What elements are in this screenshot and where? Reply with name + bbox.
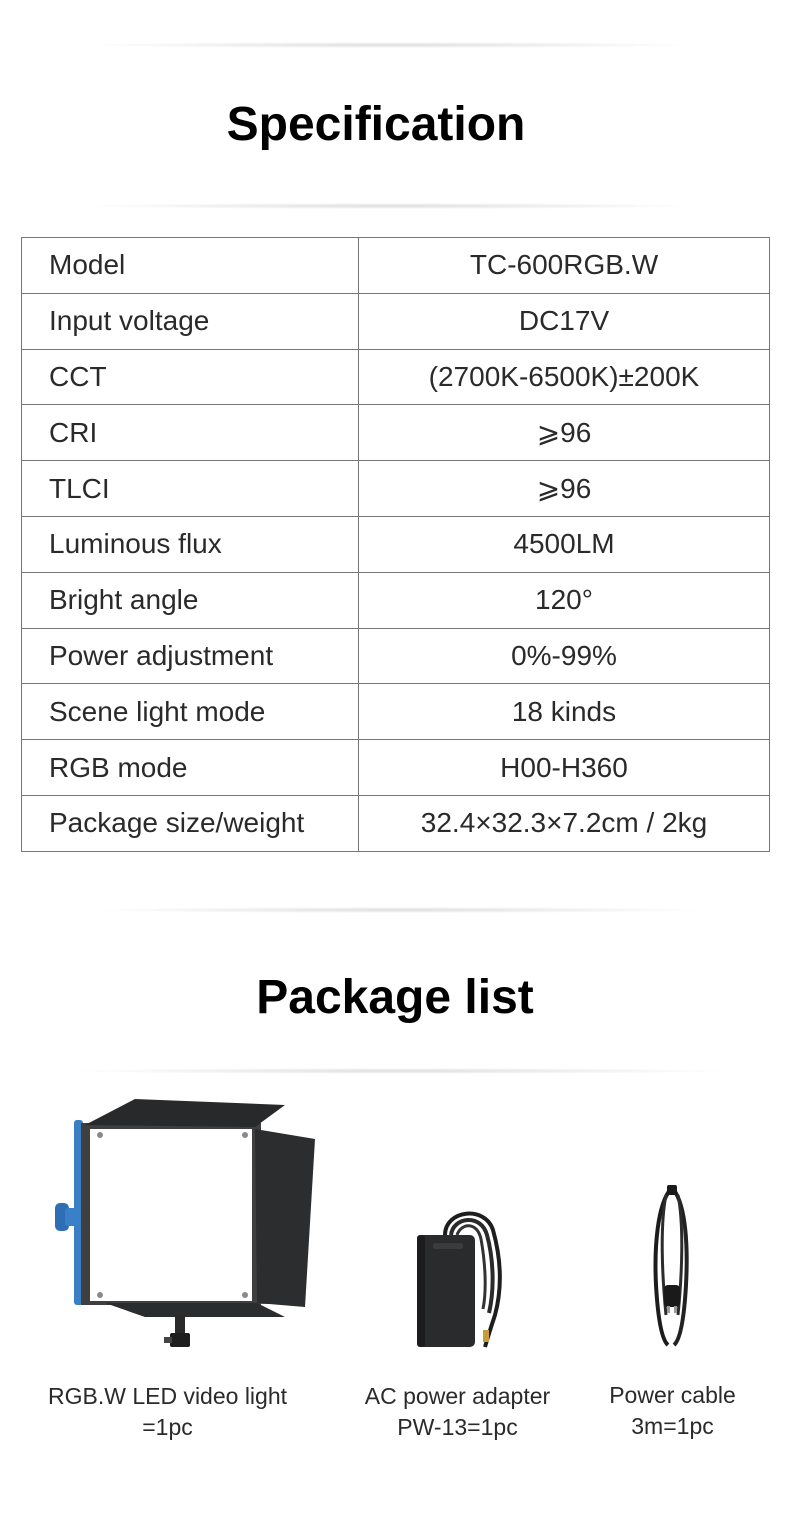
table-row	[22, 684, 770, 740]
package-divider	[75, 1068, 725, 1074]
power-cable-image	[640, 1185, 705, 1350]
spec-label: Input voltage	[22, 293, 359, 349]
spec-value: ⩾96	[359, 461, 770, 517]
package-item-caption	[345, 1381, 570, 1443]
package-item-name: AC power adapter	[364, 1383, 551, 1409]
led-video-light-image	[45, 1095, 325, 1350]
spec-label: CRI	[22, 405, 359, 461]
package-item-quantity: PW-13=1pc	[397, 1414, 518, 1440]
spec-value: 120°	[359, 572, 770, 628]
package-top-divider	[100, 907, 700, 913]
spec-label: Bright angle	[22, 572, 359, 628]
table-row	[22, 238, 770, 294]
spec-value: 4500LM	[359, 516, 770, 572]
spec-label: RGB mode	[22, 740, 359, 796]
table-row	[22, 349, 770, 405]
table-row	[22, 572, 770, 628]
spec-label: Model	[22, 238, 359, 294]
table-row	[22, 461, 770, 517]
specification-divider	[90, 203, 690, 209]
spec-label: Package size/weight	[22, 795, 359, 851]
spec-value: ⩾96	[359, 405, 770, 461]
table-row	[22, 628, 770, 684]
package-list-title: Package list	[256, 971, 534, 1024]
spec-value: 18 kinds	[359, 684, 770, 740]
table-row	[22, 405, 770, 461]
top-divider	[90, 42, 690, 48]
spec-value: (2700K-6500K)±200K	[359, 349, 770, 405]
package-item-caption	[25, 1381, 310, 1443]
package-item-quantity: =1pc	[142, 1414, 193, 1440]
package-item-caption	[585, 1380, 760, 1442]
spec-label: CCT	[22, 349, 359, 405]
spec-value: TC-600RGB.W	[359, 238, 770, 294]
spec-label: Scene light mode	[22, 684, 359, 740]
package-item-name: RGB.W LED video light	[47, 1383, 288, 1409]
table-row	[22, 516, 770, 572]
spec-value: H00-H360	[359, 740, 770, 796]
spec-value: 32.4×32.3×7.2cm / 2kg	[359, 795, 770, 851]
spec-label: Luminous flux	[22, 516, 359, 572]
spec-value: DC17V	[359, 293, 770, 349]
specification-table	[21, 237, 770, 852]
spec-value: 0%-99%	[359, 628, 770, 684]
table-row	[22, 293, 770, 349]
ac-power-adapter-image	[405, 1205, 510, 1350]
spec-label: Power adjustment	[22, 628, 359, 684]
package-item-quantity: 3m=1pc	[631, 1413, 714, 1439]
spec-label: TLCI	[22, 461, 359, 517]
package-item-name: Power cable	[609, 1382, 736, 1408]
specification-title: Specification	[226, 98, 526, 151]
table-row	[22, 740, 770, 796]
table-row	[22, 795, 770, 851]
